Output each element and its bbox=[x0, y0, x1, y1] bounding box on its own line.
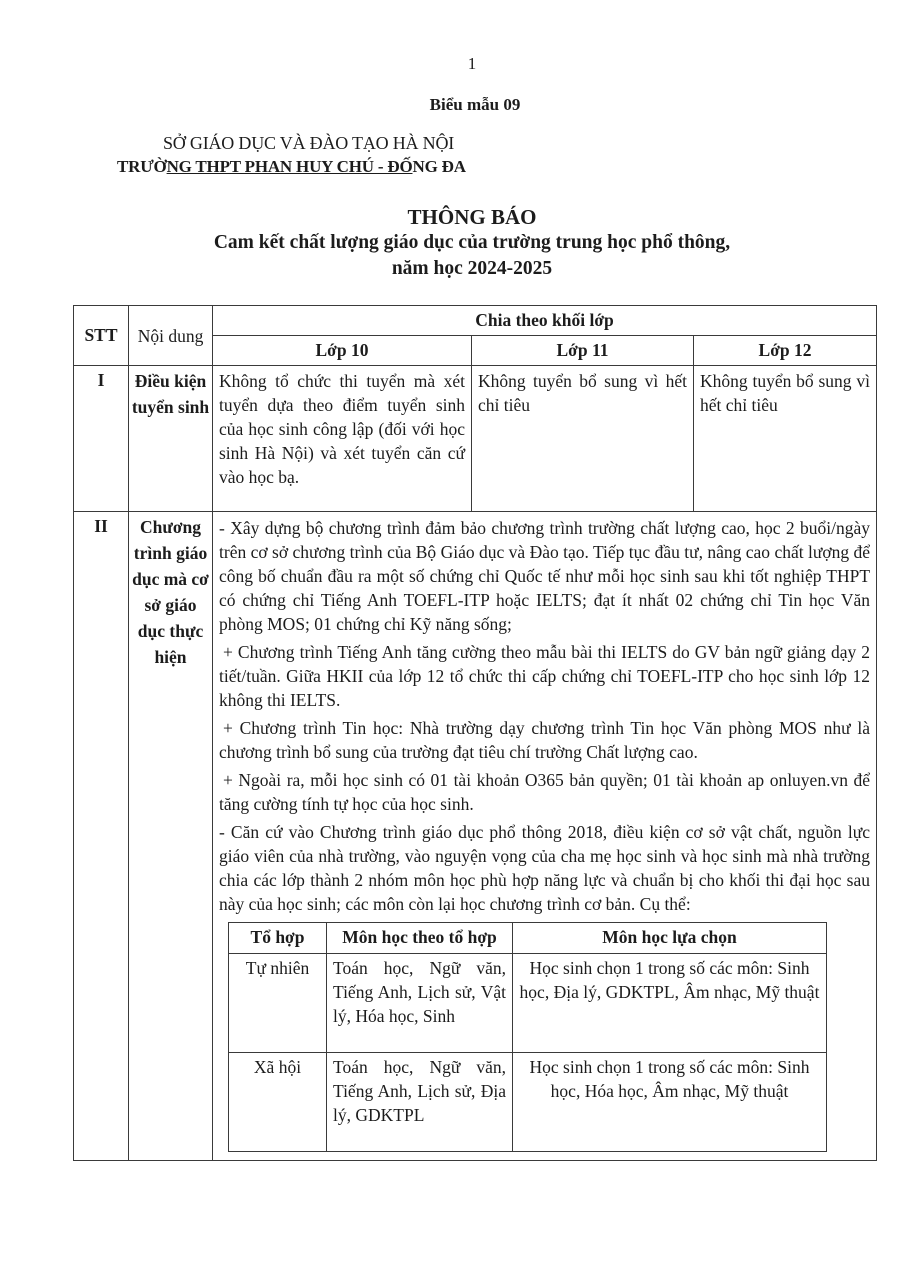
row-stt: I bbox=[74, 366, 129, 512]
school-name-prefix: TRƯỜ bbox=[117, 157, 167, 176]
row-topic: Điều kiện tuyển sinh bbox=[129, 366, 213, 512]
page-number: 1 bbox=[467, 54, 477, 73]
program-paragraph: + Chương trình Tin học: Nhà trường dạy chương trình Tin học Văn phòng MOS như là chương trình bổ sung của trường đạt tiêu chí trường Chất lượng cao. bbox=[219, 718, 871, 762]
program-paragraph: + Ngoài ra, mỗi học sinh có 01 tài khoản O365 bản quyền; 01 tài khoản ap onluyen.vn để tăng cường tính tự học của học sinh. bbox=[219, 770, 871, 814]
commitment-table bbox=[73, 305, 877, 1161]
header-grade-group: Chia theo khối lớp bbox=[213, 306, 877, 336]
group-name: Tự nhiên bbox=[229, 954, 327, 1053]
subheader-group: Tổ hợp bbox=[229, 923, 327, 954]
table-row bbox=[74, 512, 877, 1161]
program-content-cell bbox=[213, 512, 877, 1161]
header-grade-12: Lớp 12 bbox=[694, 336, 877, 366]
subheader-subjects: Môn học theo tổ hợp bbox=[327, 923, 513, 954]
subtitle-line-2: năm học 2024-2025 bbox=[391, 258, 553, 279]
department-name: SỞ GIÁO DỤC VÀ ĐÀO TẠO HÀ NỘI bbox=[163, 133, 455, 153]
document-subtitle bbox=[0, 230, 904, 282]
row-topic: Chương trình giáo dục mà cơ sở giáo dục thực hiện bbox=[129, 512, 213, 1161]
program-paragraph: - Căn cứ vào Chương trình giáo dục phổ thông 2018, điều kiện cơ sở vật chất, nguồn lực giáo viên của nhà trường, vào nguyện vọng của cha mẹ học sinh và học sinh mà nhà trường chia các lớp thành 2 nhóm môn học phù hợp năng lực và chuẩn bị cho khối thi đại học sau này của học sinh; các môn còn lại học chương trình cơ bản. Cụ thể: bbox=[219, 822, 871, 914]
grade-11-cell: Không tuyển bổ sung vì hết chỉ tiêu bbox=[472, 366, 694, 512]
group-subjects: Toán học, Ngữ văn, Tiếng Anh, Lịch sử, Vật lý, Hóa học, Sinh bbox=[327, 954, 513, 1053]
subject-group-row bbox=[229, 954, 827, 1053]
school-name-suffix: NG ĐA bbox=[412, 157, 466, 176]
grade-10-cell: Không tổ chức thi tuyển mà xét tuyển dựa theo điểm tuyển sinh của học sinh công lập (đối với học sinh Hà Nội) và xét tuyển căn cứ vào học bạ. bbox=[213, 366, 472, 512]
group-name: Xã hội bbox=[229, 1053, 327, 1152]
subject-group-row bbox=[229, 1053, 827, 1152]
program-paragraph: + Chương trình Tiếng Anh tăng cường theo mẫu bài thi IELTS do GV bản ngữ giảng dạy 2 tiết/tuần. Giữa HKII của lớp 12 tổ chức thi cấp chứng chỉ TOEFL-ITP cho học sinh lớp 12 không thi IELTS. bbox=[219, 642, 871, 710]
program-paragraph: - Xây dựng bộ chương trình đảm bảo chương trình trường chất lượng cao, học 2 buổi/ngày trên cơ sở chương trình của Bộ Giáo dục và Đào tạo. Tiếp tục đầu tư, nâng cao chất lượng để công bố chuẩn đầu ra một số chứng chỉ Quốc tế như mỗi học sinh sau khi tốt nghiệp THPT có chứng chỉ Tiếng Anh TOEFL-ITP hoặc IELTS; đạt ít nhất 02 chứng chỉ Tin học Văn phòng MOS; 01 chứng chỉ Kỹ năng sống; bbox=[219, 518, 871, 634]
school-name-underlined: NG THPT PHAN HUY CHÚ - ĐỐ bbox=[166, 157, 413, 176]
row-stt: II bbox=[74, 512, 129, 1161]
document-title: THÔNG BÁO bbox=[407, 205, 537, 229]
header-grade-11: Lớp 11 bbox=[472, 336, 694, 366]
subject-group-table bbox=[228, 922, 827, 1152]
table-row bbox=[74, 366, 877, 512]
form-label: Biểu mẫu 09 bbox=[429, 95, 521, 114]
school-name bbox=[117, 157, 466, 177]
group-electives: Học sinh chọn 1 trong số các môn: Sinh học, Địa lý, GDKTPL, Âm nhạc, Mỹ thuật bbox=[513, 954, 827, 1053]
grade-12-cell: Không tuyển bổ sung vì hết chỉ tiêu bbox=[694, 366, 877, 512]
group-subjects: Toán học, Ngữ văn, Tiếng Anh, Lịch sử, Địa lý, GDKTPL bbox=[327, 1053, 513, 1152]
header-stt: STT bbox=[74, 306, 129, 366]
header-grade-10: Lớp 10 bbox=[213, 336, 472, 366]
subheader-electives: Môn học lựa chọn bbox=[513, 923, 827, 954]
group-electives: Học sinh chọn 1 trong số các môn: Sinh học, Hóa học, Âm nhạc, Mỹ thuật bbox=[513, 1053, 827, 1152]
header-content: Nội dung bbox=[129, 306, 213, 366]
subtitle-line-1: Cam kết chất lượng giáo dục của trường trung học phổ thông, bbox=[213, 232, 731, 253]
